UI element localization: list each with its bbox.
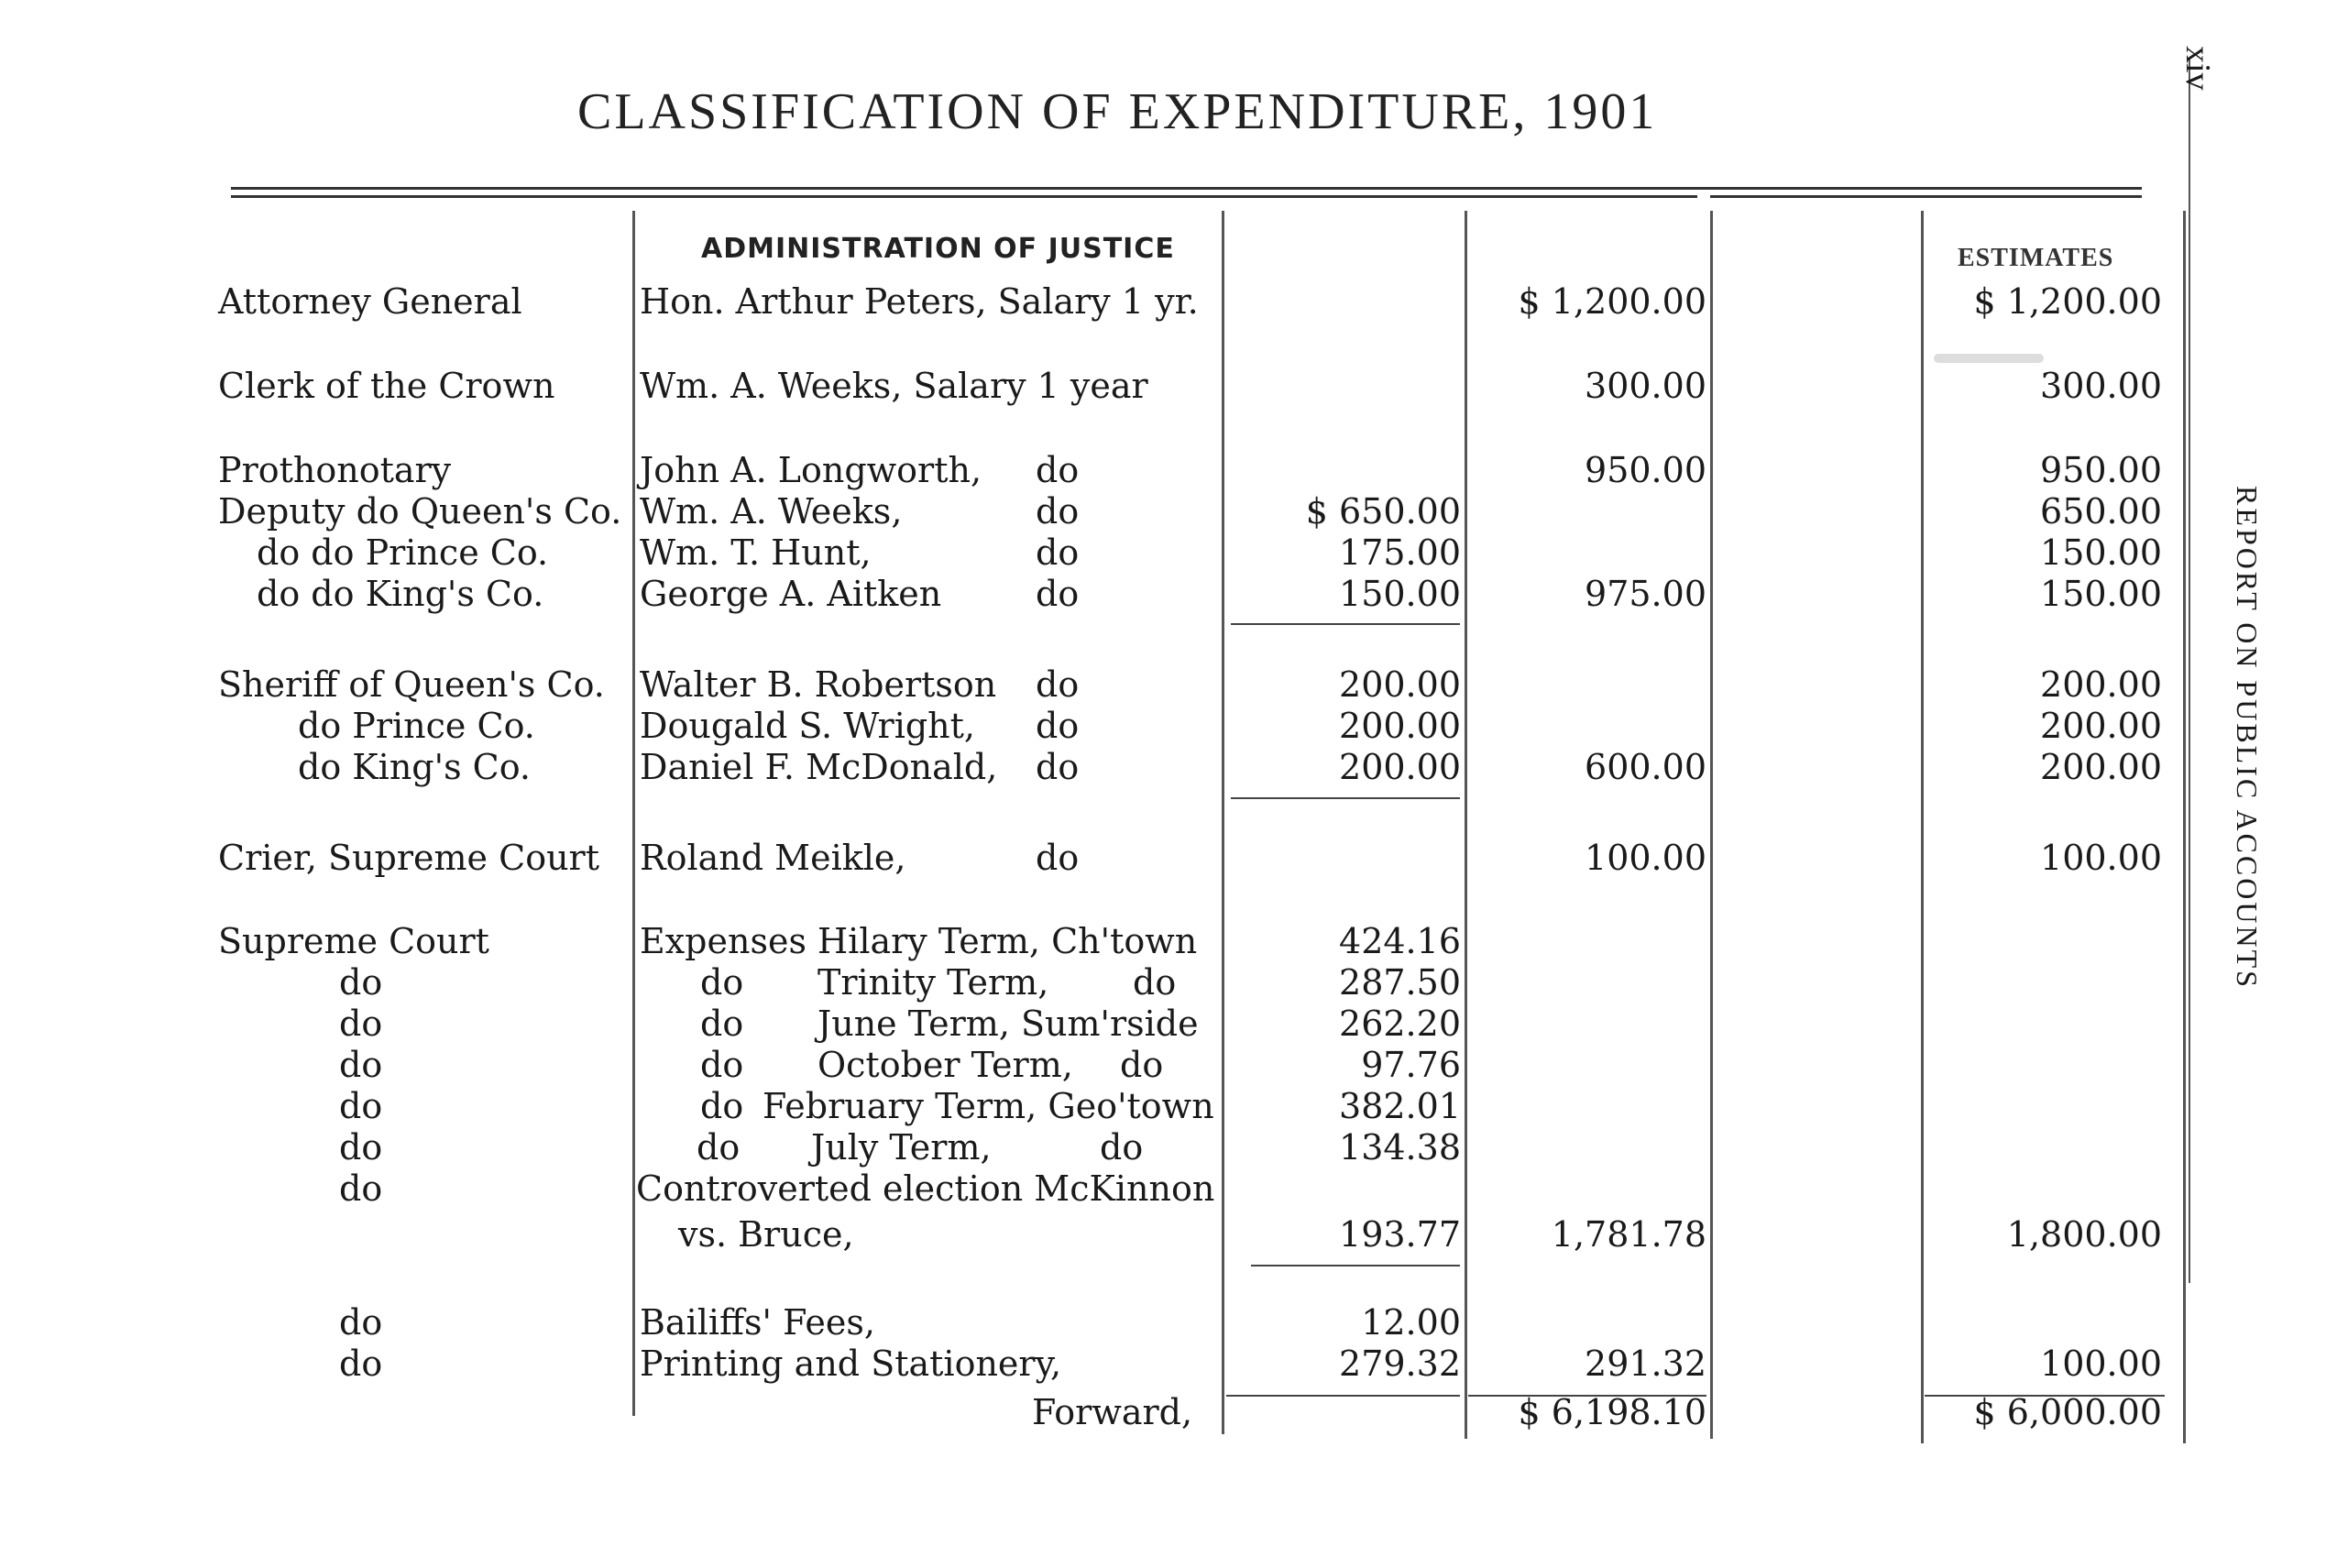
amount-a-cell: 193.77 [1339,1214,1461,1255]
amount-a-cell: 424.16 [1339,921,1461,961]
ledger-row [0,1301,2348,1343]
amount-b-cell: 950.00 [1585,450,1706,490]
detail-cell: vs. Bruce, [678,1214,854,1255]
office-cell: do [339,1343,383,1384]
amount-a-cell: 200.00 [1339,664,1461,705]
ditto-cell: do [1120,1045,1164,1085]
detail-cell: John A. Longworth, [640,450,982,490]
estimate-cell: 200.00 [2040,664,2162,705]
detail-cell: Roland Meikle, [640,838,906,878]
amount-b-cell: 1,781.78 [1551,1214,1706,1255]
estimate-cell: 200.00 [2040,747,2162,787]
office-cell: do Prince Co. [298,706,535,746]
page-title: CLASSIFICATION OF EXPENDITURE, 1901 [577,83,1658,140]
estimates-header: ESTIMATES [1958,244,2114,272]
office-cell: do [339,1168,383,1209]
ditto-cell: do [1036,450,1080,490]
detail-cell: Wm. A. Weeks, Salary 1 year [640,366,1148,406]
office-cell: do do King's Co. [257,574,544,614]
ledger-row [0,573,2348,615]
detail-cell: Walter B. Robertson [640,664,997,705]
detail-cell: Hon. Arthur Peters, Salary 1 yr. [640,281,1199,322]
office-cell: do King's Co. [298,747,532,787]
title-rule-bottom-right [1710,195,2142,198]
amount-a-cell: 382.01 [1339,1086,1461,1126]
detail-cell: Bailiffs' Fees, [640,1302,875,1343]
running-title: REPORT ON PUBLIC ACCOUNTS [2231,486,2264,990]
ledger-row [0,1044,2348,1086]
ditto-cell: do [697,1127,741,1168]
ditto-cell: do [700,1045,744,1085]
ink-smudge [1934,354,2044,363]
detail-cell: July Term, [811,1127,992,1168]
office-cell: do [339,1302,383,1343]
estimate-cell: 200.00 [2040,706,2162,746]
detail-cell: June Term, Sum'rside [817,1003,1199,1044]
ledger-row [0,837,2348,879]
office-cell: do [339,962,383,1003]
forward-estimate: $ 6,000.00 [1973,1392,2162,1432]
estimate-cell: 300.00 [2040,366,2162,406]
ditto-cell: do [1036,574,1080,614]
amount-b-cell: 291.32 [1585,1343,1706,1384]
detail-cell: Dougald S. Wright, [640,706,976,746]
office-cell: do [339,1045,383,1085]
ditto-cell: do [1036,747,1080,787]
estimate-cell: 100.00 [2040,1343,2162,1384]
amount-a-cell: 200.00 [1339,706,1461,746]
forward-row [0,1391,2348,1433]
amount-a-cell: 200.00 [1339,747,1461,787]
amount-a-cell: 134.38 [1339,1127,1461,1168]
forward-label: Forward, [1032,1392,1193,1432]
detail-cell: Expenses Hilary Term, Ch'town [640,921,1198,961]
ditto-cell: do [1036,706,1080,746]
subtotal-rule [1231,797,1460,799]
title-rule-top [231,187,2142,190]
ledger-row [0,1213,2348,1255]
office-cell: Deputy do Queen's Co. [218,491,622,532]
estimate-cell: 150.00 [2040,574,2162,614]
detail-cell: February Term, Geo'town [763,1086,1214,1126]
detail-cell: Wm. T. Hunt, [640,532,872,573]
office-cell: Prothonotary [218,450,452,490]
estimate-cell: 150.00 [2040,532,2162,573]
detail-cell: Controverted election McKinnon [636,1168,1215,1209]
office-cell: Attorney General [218,281,522,322]
section-header: ADMINISTRATION OF JUSTICE [701,233,1175,265]
office-cell: Crier, Supreme Court [218,838,599,878]
ledger-row [0,1168,2348,1210]
ledger-row [0,532,2348,574]
ditto-cell: do [1100,1127,1144,1168]
amount-b-cell: 600.00 [1585,747,1706,787]
subtotal-rule [1251,1265,1460,1266]
page-number: xiv [2178,46,2217,91]
estimate-cell: $ 1,200.00 [1973,281,2162,322]
amount-a-cell: 287.50 [1339,962,1461,1003]
estimate-cell: 950.00 [2040,450,2162,490]
estimate-cell: 1,800.00 [2006,1214,2162,1255]
estimate-cell: 100.00 [2040,838,2162,878]
ledger-row [0,1003,2348,1045]
title-rule-bottom-left [231,195,1697,198]
office-cell: Clerk of the Crown [218,366,555,406]
ditto-cell: do [700,1003,744,1044]
ditto-cell: do [1036,664,1080,705]
amount-a-cell: 97.76 [1361,1045,1461,1085]
ditto-cell: do [1036,491,1080,532]
amount-a-cell: 262.20 [1339,1003,1461,1044]
detail-cell: Daniel F. McDonald, [640,747,998,787]
amount-a-cell: 175.00 [1339,532,1461,573]
office-cell: Supreme Court [218,921,489,961]
ledger-row [0,1343,2348,1385]
ditto-cell: do [1133,962,1177,1003]
subtotal-rule [1231,623,1460,625]
office-cell: Sheriff of Queen's Co. [218,664,605,705]
ledger-row [0,490,2348,532]
detail-cell: George A. Aitken [640,574,942,614]
ditto-cell: do [700,962,744,1003]
amount-a-cell: $ 650.00 [1305,491,1461,532]
ledger-row [0,961,2348,1003]
ditto-cell: do [1036,532,1080,573]
ledger-row [0,1085,2348,1127]
detail-cell: Wm. A. Weeks, [640,491,903,532]
amount-b-cell: $ 1,200.00 [1518,281,1706,322]
detail-cell: Trinity Term, [817,962,1049,1003]
ledger-row [0,280,2348,323]
amount-b-cell: 975.00 [1585,574,1706,614]
ledger-row [0,449,2348,491]
amount-a-cell: 150.00 [1339,574,1461,614]
ledger-row [0,663,2348,706]
ditto-cell: do [1036,838,1080,878]
ledger-row [0,920,2348,962]
ledger-row [0,746,2348,788]
amount-b-cell: 100.00 [1585,838,1706,878]
forward-total: $ 6,198.10 [1518,1392,1706,1432]
amount-b-cell: 300.00 [1585,366,1706,406]
amount-a-cell: 12.00 [1361,1302,1461,1343]
ledger-row [0,1126,2348,1168]
detail-cell: Printing and Stationery, [640,1343,1062,1384]
ledger-row [0,705,2348,747]
office-cell: do [339,1086,383,1126]
detail-cell: October Term, [817,1045,1073,1085]
office-cell: do [339,1127,383,1168]
office-cell: do do Prince Co. [257,532,549,573]
office-cell: do [339,1003,383,1044]
estimate-cell: 650.00 [2040,491,2162,532]
ditto-cell: do [700,1086,744,1126]
amount-a-cell: 279.32 [1339,1343,1461,1384]
ledger-row [0,365,2348,407]
